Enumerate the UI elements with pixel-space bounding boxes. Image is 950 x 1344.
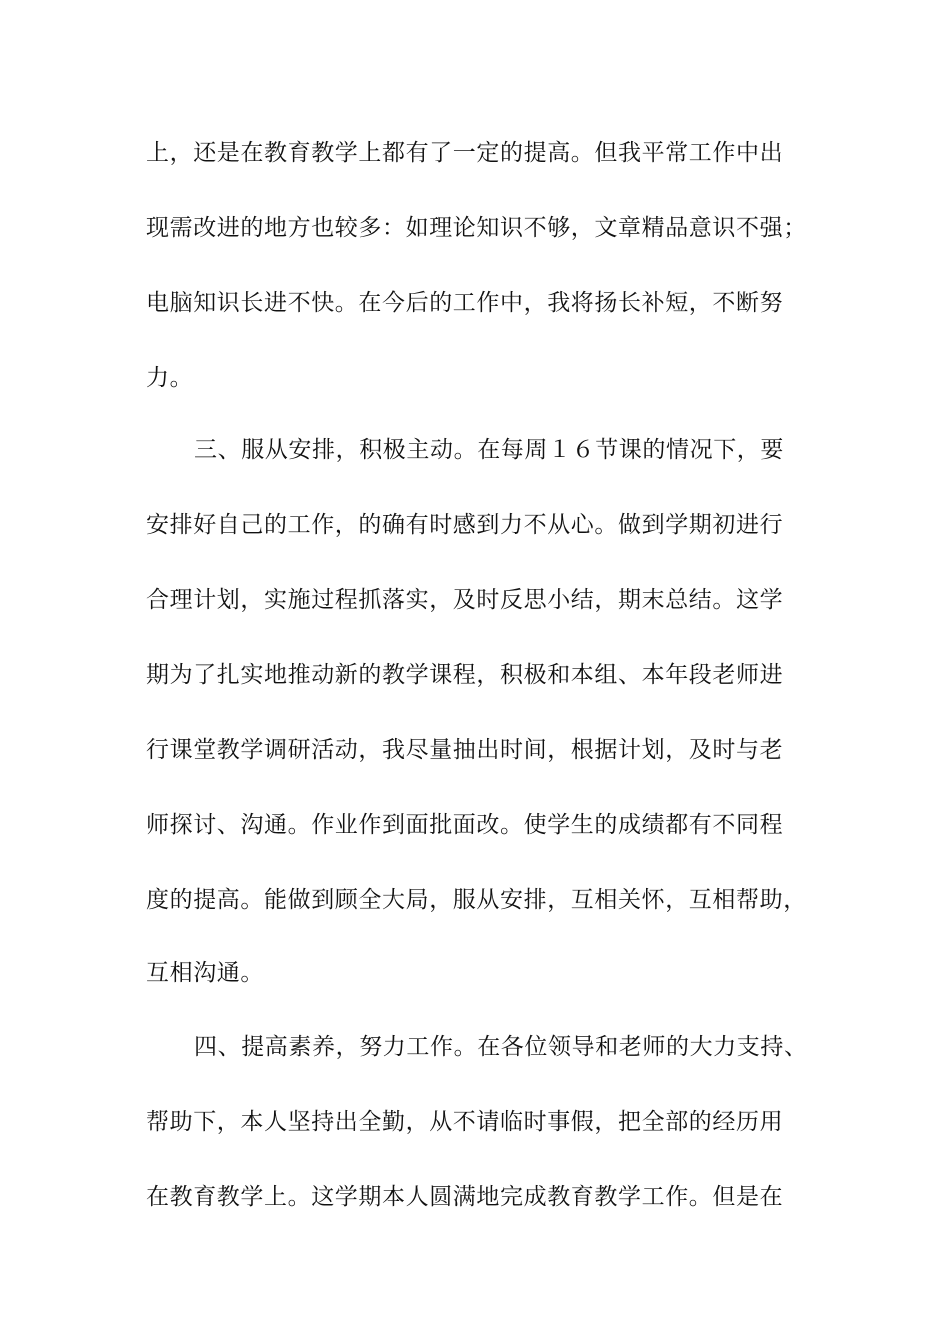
- text-line: 安排好自己的工作，的确有时感到力不从心。做到学期初进行: [146, 512, 784, 538]
- text-line: 现需改进的地方也较多：如理论知识不够，文章精品意识不强；: [146, 215, 807, 241]
- text-line: 电脑知识长进不快。在今后的工作中，我将扬长补短，不断努: [146, 290, 784, 316]
- text-line: 上，还是在教育教学上都有了一定的提高。但我平常工作中出: [146, 140, 784, 166]
- text-line: 帮助下，本人坚持出全勤，从不请临时事假，把全部的经历用: [146, 1109, 784, 1135]
- text-line: 行课堂教学调研活动，我尽量抽出时间，根据计划，及时与老: [146, 737, 784, 763]
- text-line: 度的提高。能做到顾全大局，服从安排，互相关怀，互相帮助，: [146, 887, 807, 913]
- text-line: 在教育教学上。这学期本人圆满地完成教育教学工作。但是在: [146, 1184, 784, 1210]
- text-line: 互相沟通。: [146, 960, 264, 986]
- paragraph-first-line: 三、服从安排，积极主动。在每周１６节课的情况下，要: [194, 437, 784, 463]
- text-line: 合理计划，实施过程抓落实，及时反思小结，期末总结。这学: [146, 587, 784, 613]
- text-line: 师探讨、沟通。作业作到面批面改。使学生的成绩都有不同程: [146, 812, 784, 838]
- paragraph-first-line: 四、提高素养，努力工作。在各位领导和老师的大力支持、: [194, 1034, 808, 1060]
- text-line: 期为了扎实地推动新的教学课程，积极和本组、本年段老师进: [146, 662, 784, 688]
- text-line: 力。: [146, 365, 194, 391]
